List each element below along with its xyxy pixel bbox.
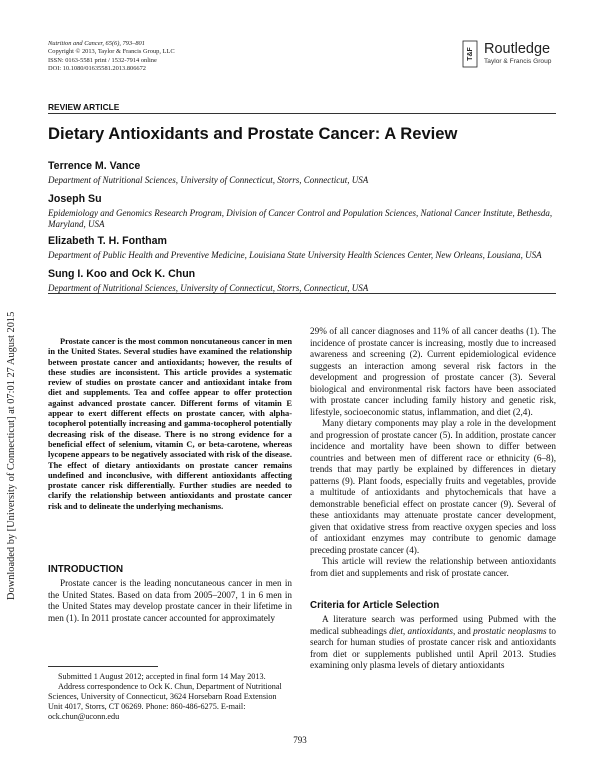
body-paragraph: Many dietary components may play a role in the development and progression of prostate cancer (5). In addition, prostate cancer incidence and mortality have been shown to differ between countries and between men of different race or ethnicity (6–8), trends that may partly be explained by differences in dietary patterns (9). Plant foods, especially fruits and vegetables, provide a multitude of antioxidants and phytochemicals that have a demonstrable beneficial effect on prostate cancer (9). Several of these antioxidants may attenuate prostate cancer development, given that oxidative stress from reactive oxygen species and loss of antioxidant enzymes may contribute to genomic damage preceding prostate cancer (4). — [310, 418, 556, 555]
header-divider — [48, 113, 556, 114]
journal-masthead — [48, 40, 175, 74]
authors-divider — [48, 293, 556, 294]
article-title: Dietary Antioxidants and Prostate Cancer: A Review — [48, 124, 458, 143]
author-affiliation: Department of Nutritional Sciences, University of Connecticut, Storrs, Connecticut, USA — [48, 175, 369, 185]
introduction-paragraph: Prostate cancer is the leading noncutaneous cancer in men in the United States. Based on data from 2005–2007, 1 in 6 men in the United States may develop prostate cancer in their lifetime in men (1). In 2011 prostate cancer accounted for approximately — [48, 578, 292, 623]
mesh-term: prostatic neoplasms — [473, 625, 547, 636]
page-number: 793 — [293, 735, 307, 745]
criteria-heading: Criteria for Article Selection — [310, 600, 440, 611]
author-block — [48, 268, 556, 294]
mesh-term: diet — [389, 625, 403, 636]
author-name: Elizabeth T. H. Fontham — [48, 235, 167, 247]
routledge-emblem-icon — [462, 40, 478, 68]
correspondence-address: Address correspondence to Ock K. Chun, Department of Nutritional Sciences, University of Connecticut, 3624 Horsebarn Road Extension Unit 4017, Storrs, CT 06269. Phone: 860-486-6275. E-mail: ock.chun@uconn.edu — [48, 682, 282, 721]
introduction-heading: INTRODUCTION — [48, 564, 124, 575]
mesh-term: antioxidants — [407, 625, 453, 636]
publisher-logo — [462, 40, 562, 74]
article-type: REVIEW ARTICLE — [48, 102, 120, 112]
publisher-name: Routledge — [484, 41, 551, 57]
author-block — [48, 160, 556, 186]
author-affiliation: Department of Public Health and Preventive Medicine, Louisiana State University Health Sciences Center, New Orleans, Lousiana, USA — [48, 250, 542, 260]
introduction-body — [48, 578, 292, 624]
submission-dates: Submitted 1 August 2012; accepted in final form 14 May 2013. — [58, 672, 266, 681]
criteria-text: to search for human studies of prostate cancer risk and antioxidants from diet or supplements published until April 2013. Studies examining only plasma levels of dietary antioxidants — [310, 625, 556, 670]
body-paragraph: 29% of all cancer diagnoses and 11% of all cancer deaths (1). The incidence of prostate cancer is increasing, mostly due to increased awareness and screening (2). Current epidemiological evidence suggests an interaction among several risk factors in the development and progression of prostate cancer (3). Several biological and environmental risk factors have been associated with prostate cancer including family history and genetic risk, lifestyle, socioeconomic status, inflammation, and diet (2,4). — [310, 326, 556, 417]
author-affiliation: Epidemiology and Genomics Research Program, Division of Cancer Control and Population Sciences, National Cancer Institute, Bethesda, Maryland, USA — [48, 208, 553, 230]
right-column — [310, 326, 556, 579]
author-affiliation: Department of Nutritional Sciences, University of Connecticut, Storrs, Connecticut, USA — [48, 283, 369, 293]
criteria-paragraph — [310, 614, 556, 672]
footnote — [48, 672, 292, 722]
criteria-text: , and — [452, 625, 474, 636]
author-name: Joseph Su — [48, 193, 102, 205]
author-block — [48, 193, 556, 230]
download-note-text: Downloaded by [University of Connecticut] at 07:01 27 August 2015 — [6, 311, 17, 600]
issn-line: ISSN: 0163-5581 print / 1532-7914 online — [48, 56, 157, 64]
download-note — [3, 210, 21, 600]
criteria-body — [310, 614, 556, 672]
doi-line: DOI: 10.1080/01635581.2013.806672 — [48, 65, 146, 73]
copyright-line: Copyright © 2013, Taylor & Francis Group, LLC — [48, 48, 175, 56]
footnote-divider — [48, 666, 158, 667]
body-paragraph: This article will review the relationship between antioxidants from diet and supplements and risk of prostate cancer. — [310, 556, 556, 578]
publisher-subtitle: Taylor & Francis Group — [484, 58, 552, 65]
criteria-text: A literature search was performed using Pubmed with the medical subheadings — [310, 614, 556, 636]
emblem-letters: T&F — [466, 47, 474, 61]
author-block — [48, 235, 556, 261]
abstract: Prostate cancer is the most common noncutaneous cancer in men in the United States. Several studies have examined the relationship between prostate cancer and antioxidants; however, the results of these studies are inconsistent. This article provides a systematic review of studies on prostate cancer and antioxidant intake from diet and supplements. Tea and coffee appear to offer protection against advanced prostate cancer. Different forms of vitamin E appear to exert different effects on prostate cancer, with alpha-tocopherol potentially increasing and gamma-tocopherol potentially decreasing risk of the disease. There is no strong evidence for a beneficial effect of selenium, vitamin C, or beta-carotene, whereas lycopene appears to be negatively associated with risk of the disease. The effect of dietary antioxidants on prostate cancer remains undefined and inconclusive, with different antioxidants affecting prostate cancer risk differentially. Further studies are needed to clarify the relationship between antioxidants and prostate cancer risk and to delineate the underlying mechanisms. — [48, 337, 292, 511]
author-name: Sung I. Koo and Ock K. Chun — [48, 268, 196, 280]
author-name: Terrence M. Vance — [48, 160, 141, 172]
criteria-text: , — [402, 625, 408, 636]
journal-citation: Nutrition and Cancer, 65(6), 793–801 — [48, 40, 145, 47]
